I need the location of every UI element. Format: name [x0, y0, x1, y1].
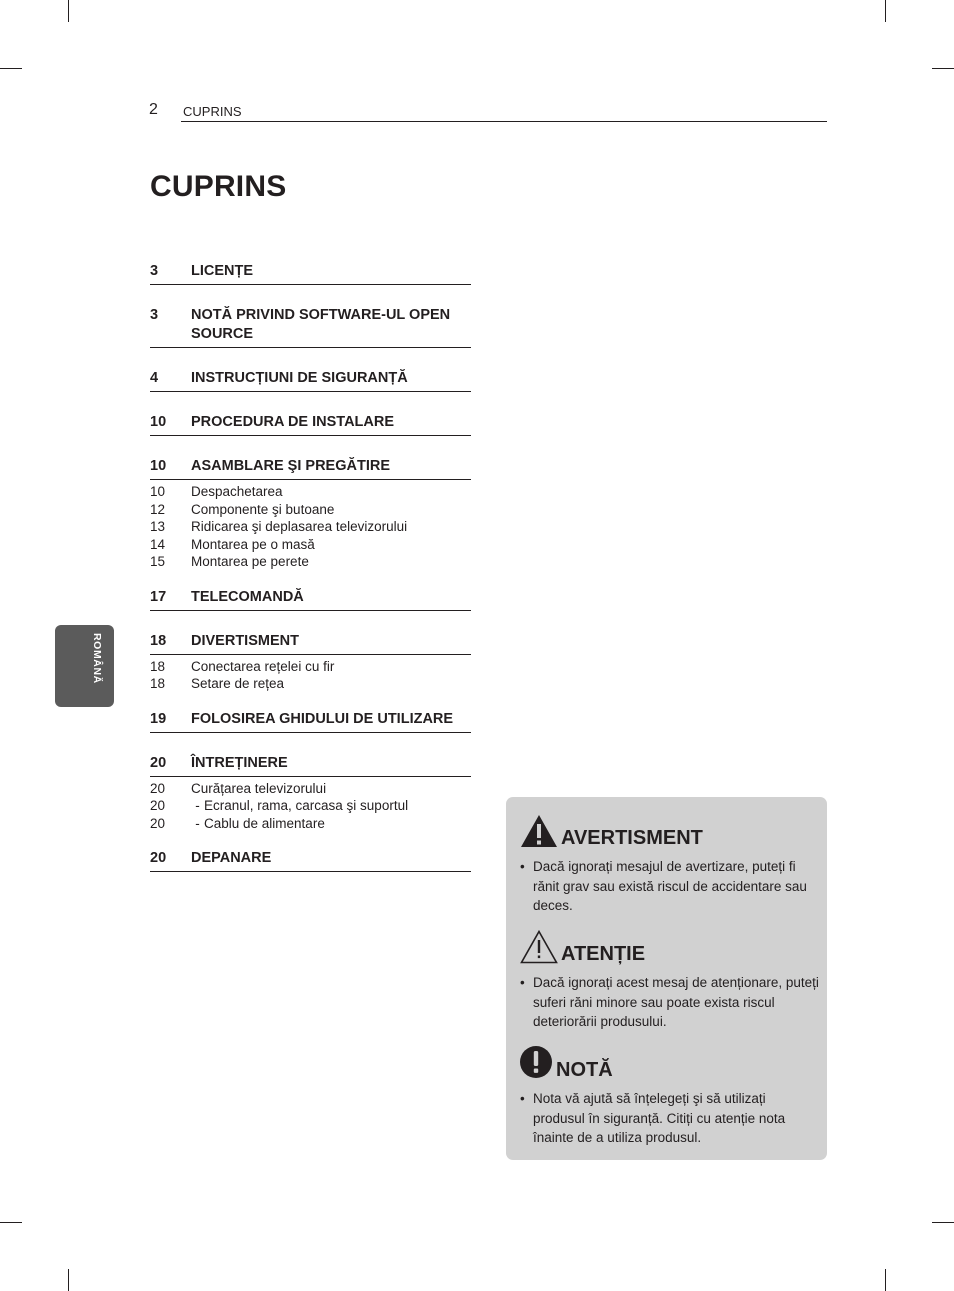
toc-page-number: 13 [150, 519, 166, 534]
notice-title: ATENȚIE [561, 943, 646, 965]
toc-page-number: 10 [150, 484, 166, 499]
notice-box [506, 797, 827, 1160]
toc-subsection[interactable] [150, 780, 471, 798]
toc-section-heading[interactable] [150, 754, 471, 777]
toc-section [150, 413, 471, 436]
toc-section [150, 306, 471, 348]
toc-subitem-dash: - [195, 798, 200, 813]
crop-mark [0, 1222, 22, 1223]
toc-page-number: 12 [150, 501, 166, 517]
toc-section [150, 754, 471, 833]
toc-section-title: INSTRUCȚIUNI DE SIGURANȚĂ [191, 370, 408, 386]
toc-subsection[interactable] [150, 675, 471, 693]
toc-subsection-title: Componente şi butoane [191, 501, 335, 517]
notice-title: AVERTISMENT [561, 827, 703, 849]
toc-subsection[interactable] [150, 815, 471, 833]
language-tab-label: ROMÂNĂ [91, 633, 103, 684]
toc-subsection-title: Montarea pe o masă [191, 536, 315, 552]
toc-section-heading[interactable] [150, 369, 471, 392]
notice-title: NOTĂ [556, 1059, 613, 1081]
running-header: CUPRINS [183, 104, 242, 119]
toc-subsection-list [150, 480, 471, 571]
toc-page-number: 20 [150, 754, 167, 771]
toc-page-number: 20 [150, 780, 166, 796]
warning-triangle-filled-icon [520, 813, 558, 849]
page-number: 2 [149, 101, 158, 118]
toc-subsection-title: Despachetarea [191, 484, 283, 499]
toc-section-title: FOLOSIREA GHIDULUI DE UTILIZARE [191, 710, 454, 727]
toc-subsection-title: Curățarea televizorului [191, 780, 327, 796]
toc-page-number: 3 [150, 307, 159, 323]
toc-subsection[interactable] [150, 536, 471, 554]
table-of-contents [150, 262, 471, 872]
toc-section-title: DIVERTISMENT [191, 632, 299, 649]
header-rule [181, 121, 827, 122]
toc-subsection-title: Conectarea rețelei cu fir [191, 658, 335, 674]
toc-page-number: 20 [150, 850, 167, 866]
page-title: CUPRINS [150, 170, 287, 203]
toc-section-title: TELECOMANDĂ [191, 588, 304, 605]
toc-section-title: DEPANARE [191, 850, 272, 866]
toc-section-heading[interactable] [150, 262, 471, 285]
toc-section-title: PROCEDURA DE INSTALARE [191, 414, 395, 430]
crop-mark [932, 68, 954, 69]
toc-page-number: 4 [150, 370, 159, 386]
toc-page-number: 10 [150, 458, 167, 474]
note-notice [520, 1041, 820, 1148]
toc-section-heading[interactable] [150, 413, 471, 436]
toc-subsection[interactable] [150, 518, 471, 536]
crop-mark [68, 0, 69, 22]
toc-page-number: 15 [150, 554, 166, 569]
notice-text: Dacă ignorați acest mesaj de atenționare, puteți suferi răni minore sau poate exista riscul deteriorării produsului. [533, 975, 819, 1029]
toc-page-number: 3 [150, 263, 159, 279]
crop-mark [885, 0, 886, 22]
note-exclamation-circle-icon [520, 1045, 558, 1081]
crop-mark [0, 68, 22, 69]
toc-section-title: ASAMBLARE ŞI PREGĂTIRE [191, 458, 390, 474]
notice-text: Dacă ignorați mesajul de avertizare, puteți fi rănit grav sau există riscul de accidentare sau deces. [533, 859, 807, 913]
toc-subsection[interactable] [150, 501, 471, 519]
toc-subsection[interactable] [150, 553, 471, 571]
toc-page-number: 18 [150, 632, 167, 649]
toc-page-number: 18 [150, 658, 166, 674]
toc-section [150, 632, 471, 693]
toc-section-heading[interactable] [150, 457, 471, 480]
bullet: • [520, 1091, 525, 1106]
toc-subsection-title: Montarea pe perete [191, 554, 309, 569]
notice-text: Nota vă ajută să înțelegeți şi să utilizați produsul în siguranță. Citiți cu atenție nota înainte de a utiliza produsul. [533, 1091, 786, 1145]
toc-subsection[interactable] [150, 797, 471, 815]
language-side-tab [55, 625, 114, 707]
toc-page-number: 10 [150, 414, 167, 430]
warning-notice [520, 809, 820, 916]
toc-section-title: LICENȚE [191, 263, 254, 279]
toc-section-heading[interactable] [150, 632, 471, 655]
toc-section-title: ÎNTREȚINERE [191, 754, 288, 771]
toc-subsection-title: Setare de rețea [191, 676, 285, 691]
toc-page-number: 18 [150, 676, 166, 691]
toc-page-number: 14 [150, 536, 166, 552]
toc-page-number: 17 [150, 588, 167, 605]
toc-section [150, 710, 471, 733]
bullet: • [520, 859, 525, 874]
toc-section [150, 262, 471, 285]
toc-subsection[interactable] [150, 658, 471, 676]
toc-subsection-list [150, 777, 471, 833]
toc-section [150, 588, 471, 611]
toc-section [150, 849, 471, 872]
toc-section [150, 369, 471, 392]
toc-subsection[interactable] [150, 483, 471, 501]
crop-mark [68, 1269, 69, 1291]
crop-mark [885, 1269, 886, 1291]
caution-triangle-outline-icon [520, 929, 558, 965]
toc-page-number: 20 [150, 815, 166, 831]
toc-section-heading[interactable] [150, 306, 471, 348]
toc-section-heading[interactable] [150, 710, 471, 733]
toc-subsection-title: Ridicarea şi deplasarea televizorului [191, 519, 408, 534]
crop-mark [932, 1222, 954, 1223]
toc-section-heading[interactable] [150, 849, 471, 872]
toc-section-title: NOTĂ PRIVIND SOFTWARE-UL OPEN SOURCE [191, 307, 451, 342]
toc-section [150, 457, 471, 571]
caution-notice [520, 925, 820, 1032]
toc-page-number: 20 [150, 798, 166, 813]
toc-subsection-list [150, 655, 471, 693]
toc-page-number: 19 [150, 710, 167, 727]
toc-subsection-title: Ecranul, rama, carcasa şi suportul [204, 798, 409, 813]
toc-subitem-dash: - [195, 815, 200, 831]
toc-section-heading[interactable] [150, 588, 471, 611]
toc-subsection-title: Cablu de alimentare [204, 815, 325, 831]
bullet: • [520, 975, 525, 990]
